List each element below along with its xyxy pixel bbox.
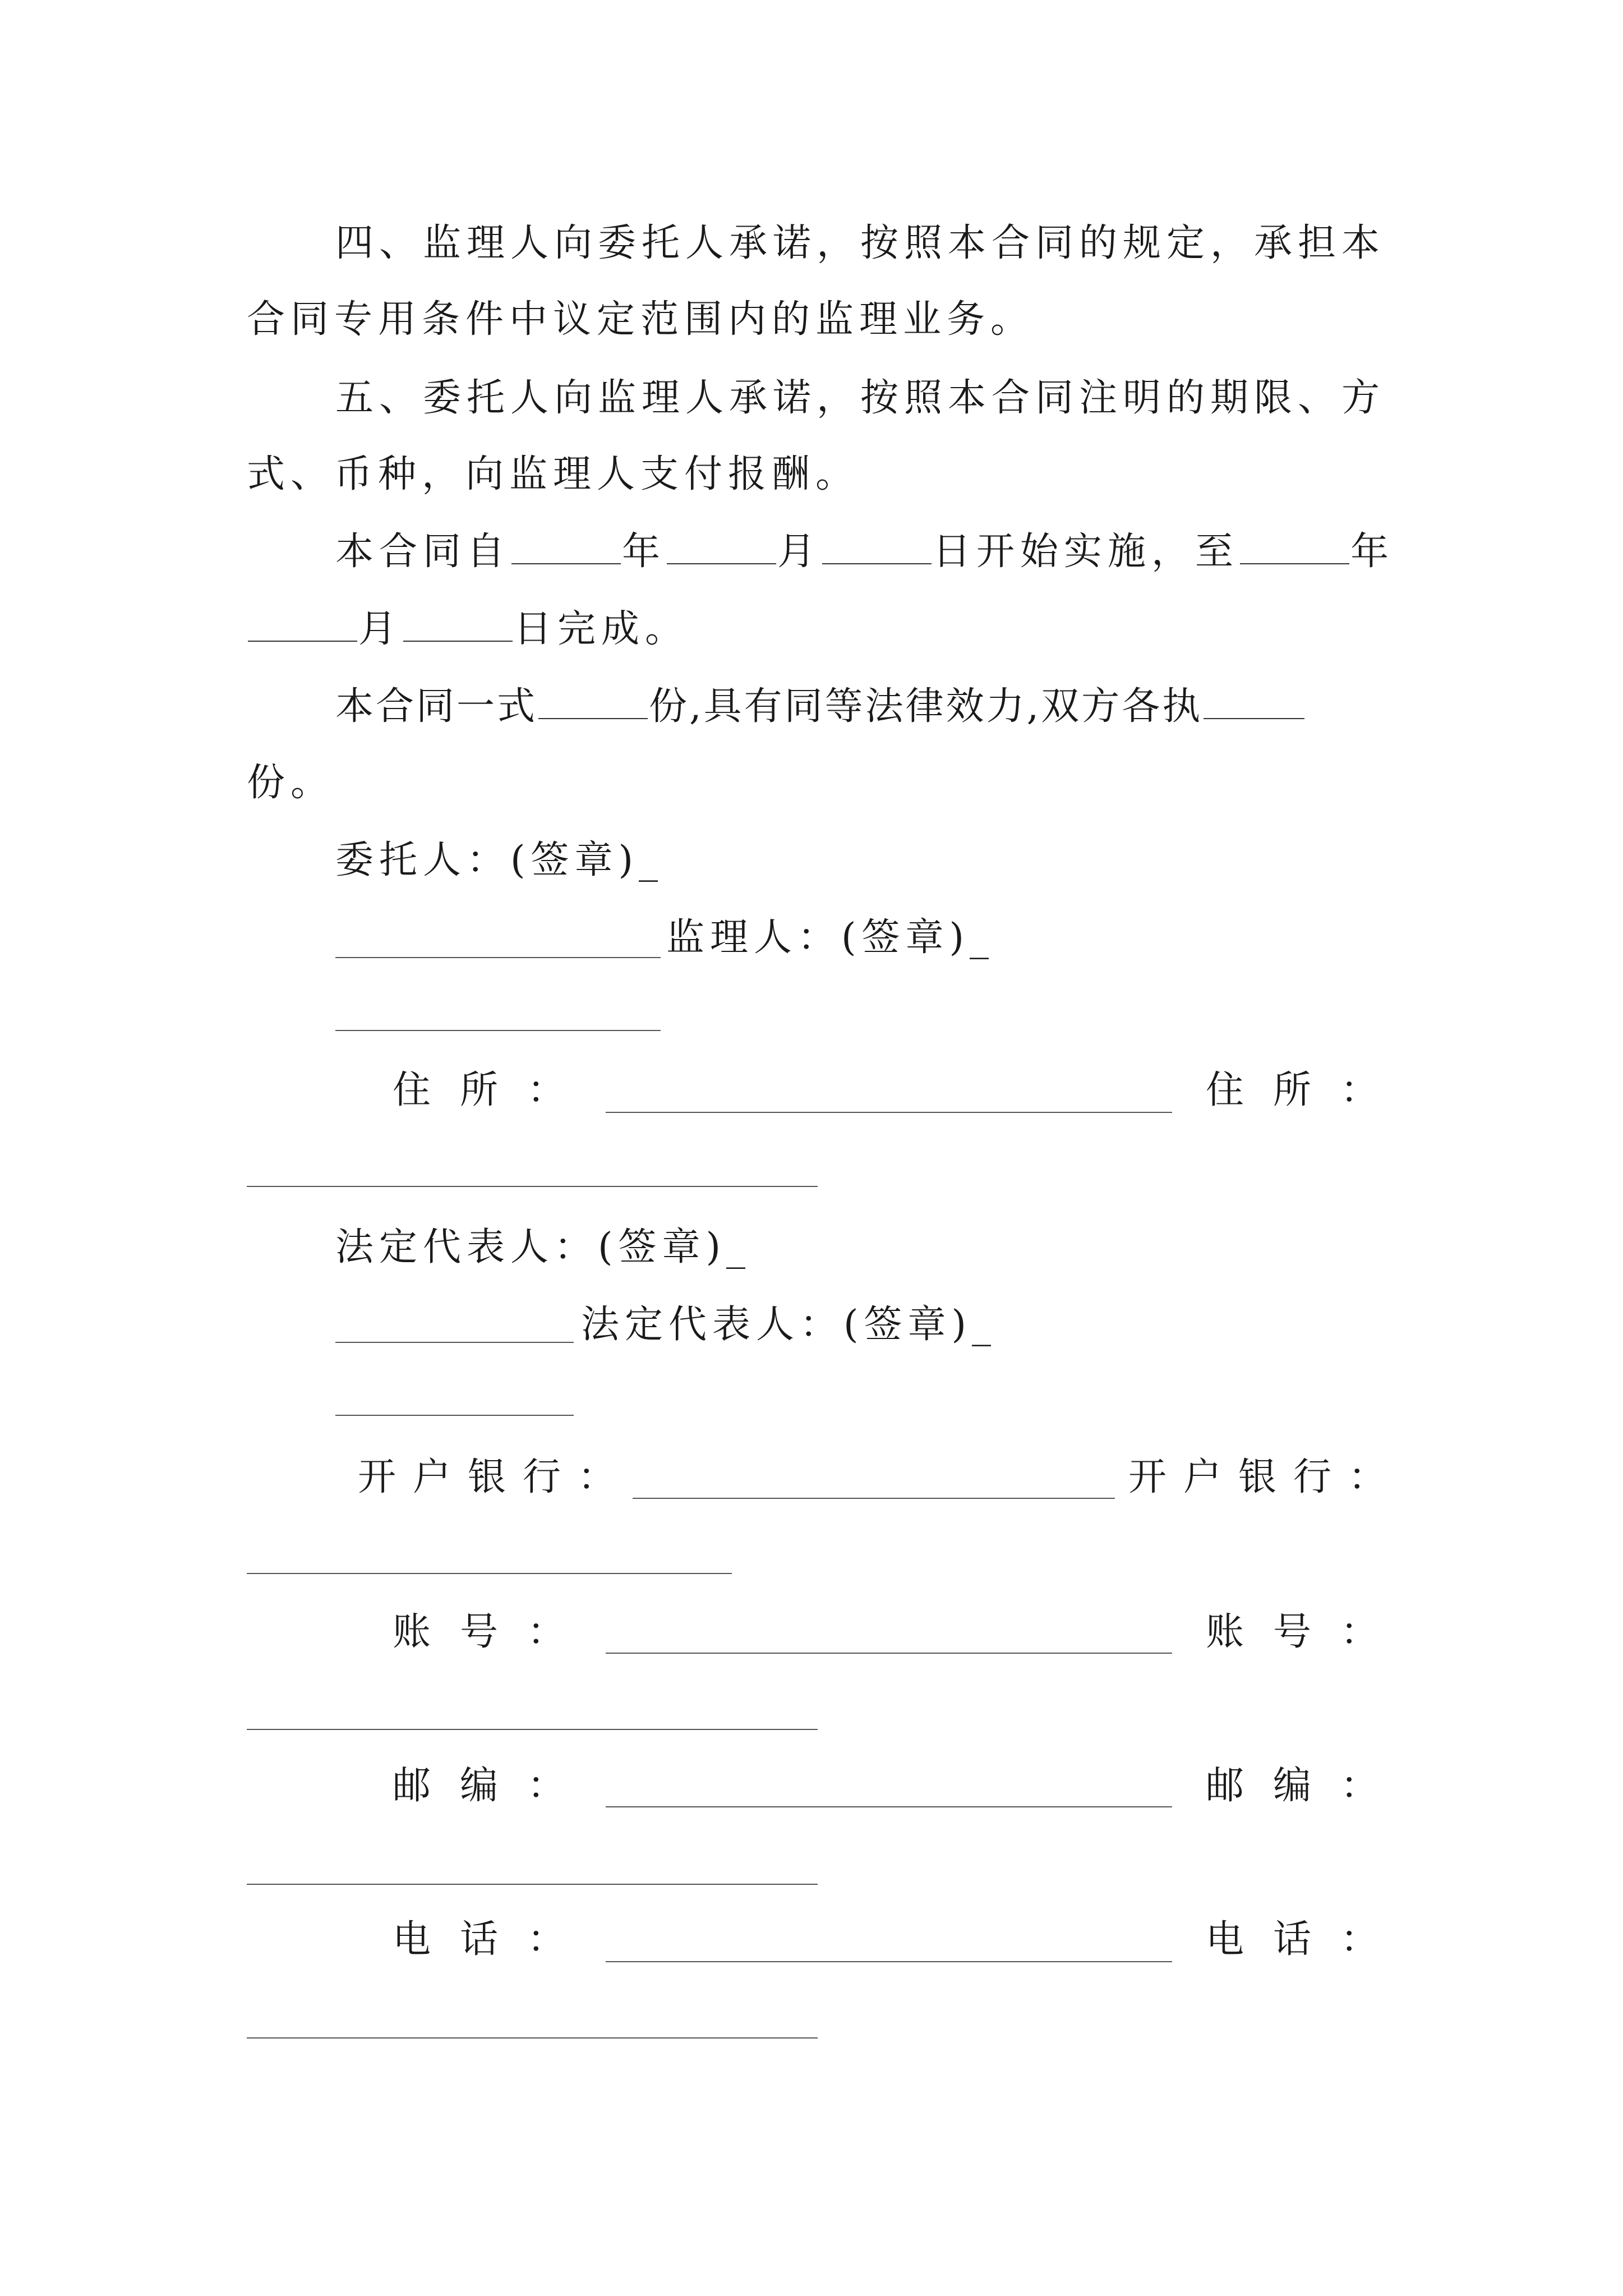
term-day-start-label: 日开始实施，至: [933, 530, 1239, 574]
supervisor-signature-label: 监理人：(签章)_: [666, 915, 995, 960]
clause-4-line-1: 四、监理人向委托人承诺，按照本合同的规定，承担本: [335, 221, 1386, 265]
supervisor-postcode-line[interactable]: [247, 1884, 818, 1885]
supervisor-address-label: 住所：: [1206, 1068, 1408, 1112]
supervisor-postcode-label: 邮编：: [1206, 1764, 1408, 1808]
start-month-blank[interactable]: [667, 528, 776, 564]
end-day-blank[interactable]: [403, 606, 513, 642]
client-legal-rep-label: 法定代表人：(签章)_: [335, 1225, 751, 1269]
term-month2-label: 月: [358, 607, 403, 651]
client-postcode-line[interactable]: [606, 1806, 1172, 1807]
end-month-blank[interactable]: [248, 606, 357, 642]
end-year-blank[interactable]: [1240, 528, 1349, 564]
term-year-label: 年: [622, 530, 666, 574]
client-phone-line[interactable]: [606, 1961, 1172, 1962]
supervisor-bank-label: 开户银行：: [1128, 1455, 1404, 1499]
clause-5-line-1: 五、委托人向监理人承诺，按照本合同注明的期限、方: [335, 376, 1386, 420]
client-account-line[interactable]: [606, 1653, 1172, 1654]
start-year-blank[interactable]: [511, 528, 621, 564]
contract-term-line-2: [247, 606, 689, 652]
copies-middle: 份,具有同等法律效力,双方各执: [649, 684, 1203, 729]
supervisor-account-label: 账号：: [1206, 1610, 1408, 1654]
client-postcode-label: 邮编：: [393, 1764, 595, 1808]
supervisor-account-line[interactable]: [247, 1729, 818, 1730]
supervisor-bank-line[interactable]: [247, 1573, 732, 1574]
client-bank-label: 开户银行：: [358, 1455, 633, 1499]
client-address-label: 住所：: [393, 1068, 595, 1112]
client-account-label: 账号：: [393, 1610, 595, 1654]
client-bank-line[interactable]: [633, 1498, 1115, 1499]
supervisor-phone-line[interactable]: [247, 2037, 818, 2039]
term-year2-label: 年: [1350, 530, 1395, 574]
copies-line-1: [335, 683, 1306, 729]
clause-4-line-2: 合同专用条件中议定范围内的监理业务。: [247, 297, 1035, 342]
client-address-line[interactable]: [606, 1112, 1172, 1113]
term-prefix: 本合同自: [335, 530, 511, 574]
term-day-end-label: 日完成。: [514, 607, 689, 651]
client-legal-rep-line[interactable]: [335, 1342, 574, 1343]
supervisor-legal-rep-label: 法定代表人：(签章)_: [581, 1303, 997, 1347]
copies-line-2: 份。: [247, 761, 335, 805]
copies-prefix: 本合同一式: [335, 684, 538, 729]
client-signature-label: 委托人：(签章)_: [335, 838, 664, 882]
supervisor-signature-line[interactable]: [335, 1030, 661, 1031]
term-month-label: 月: [777, 530, 822, 574]
copies-each-blank[interactable]: [1204, 683, 1304, 719]
supervisor-address-line[interactable]: [247, 1186, 818, 1187]
supervisor-phone-label: 电话：: [1206, 1917, 1408, 1962]
supervisor-legal-rep-line[interactable]: [335, 1415, 574, 1416]
client-phone-label: 电话：: [393, 1917, 595, 1962]
client-signature-line[interactable]: [335, 957, 661, 958]
clause-5-line-2: 式、币种，向监理人支付报酬。: [247, 452, 860, 496]
start-day-blank[interactable]: [822, 528, 932, 564]
copies-count-blank[interactable]: [538, 683, 648, 719]
contract-term-line-1: [335, 528, 1394, 574]
